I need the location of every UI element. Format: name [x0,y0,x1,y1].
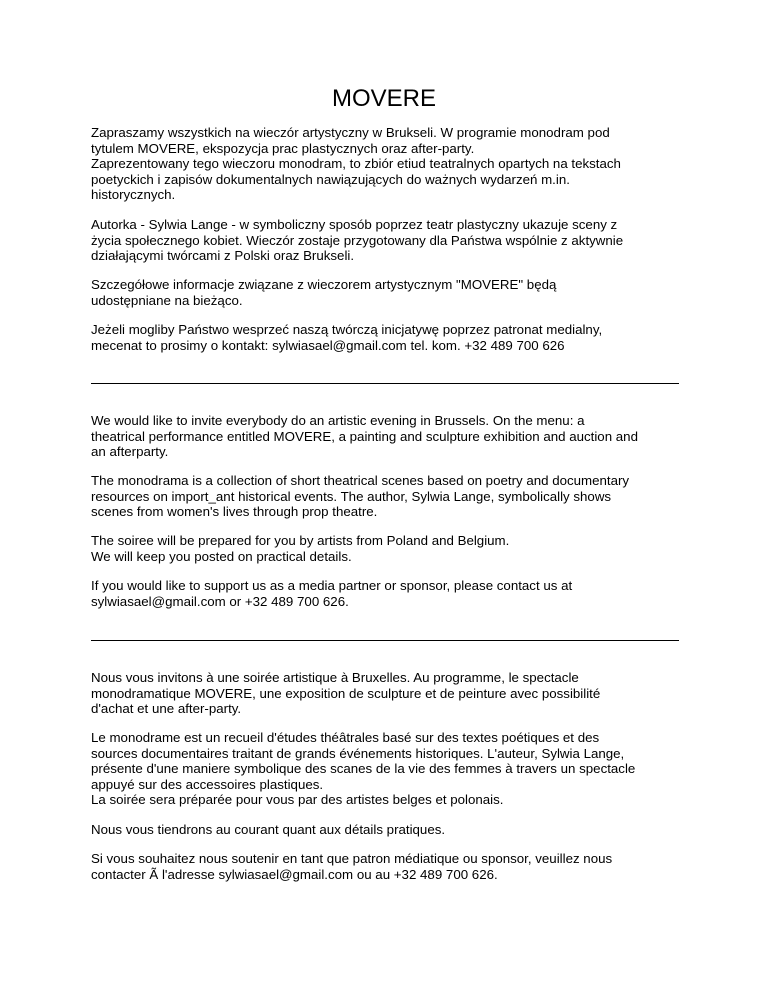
text-line: życia społecznego kobiet. Wieczór zostaje przygotowany dla Państwa wspólnie z aktywnie [91,232,624,248]
text-line: Autorka - Sylwia Lange - w symboliczny sposób poprzez teatr plastyczny ukazuje sceny z [91,217,618,232]
text-line: mecenat to prosimy o kontakt: sylwiasael@gmail.com tel. kom. +32 489 700 626 [91,337,565,353]
text-line: udostępniane na bieżąco. [91,292,243,308]
section-divider [91,383,679,384]
text-line: sylwiasael@gmail.com or +32 489 700 626. [91,593,349,609]
text-line: poetyckich i zapisów dokumentalnych nawiązujących do ważnych wydarzeń m.in. [91,171,570,187]
text-line: tytulem MOVERE, ekspozycja prac plastycznych oraz after-party. [91,140,475,156]
english-paragraph-1 [91,413,691,460]
text-line: appuyé sur des accessoires plastiques. [91,776,324,792]
text-line: présente d'une maniere symbolique des scanes de la vie des femmes à travers un spectacle [91,761,636,777]
french-paragraph-2 [91,730,691,808]
document-title: MOVERE [331,85,436,112]
text-line: Nous vous tiendrons au courant quant aux détails pratiques. [91,822,446,837]
text-line: Zaprezentowany tego wieczoru monodram, to zbiór etiud teatralnych opartych na tekstach [91,156,621,172]
polish-paragraph-2 [91,217,691,264]
text-line: The monodrama is a collection of short theatrical scenes based on poetry and documentary [91,473,630,488]
text-line: scenes from women's lives through prop theatre. [91,504,378,520]
section-divider [91,640,679,641]
text-line: an afterparty. [91,444,169,460]
text-line: We would like to invite everybody do an artistic evening in Brussels. On the menu: a [91,413,585,428]
english-paragraph-2 [91,473,691,520]
text-line: działającymi twórcami z Polski oraz Brukseli. [91,248,355,264]
text-line: Si vous souhaitez nous soutenir en tant que patron médiatique ou sponsor, veuillez nous [91,851,613,866]
text-line: If you would like to support us as a media partner or sponsor, please contact us at [91,578,573,593]
english-paragraph-3 [91,533,691,564]
text-line: Jeżeli mogliby Państwo wesprzeć naszą twórczą inicjatywę poprzez patronat medialny, [91,322,603,337]
text-line: theatrical performance entitled MOVERE, a painting and sculpture exhibition and auction and [91,428,638,444]
text-line: resources on import_ant historical events. The author, Sylwia Lange, symbolically shows [91,488,612,504]
text-line: d'achat et une after-party. [91,701,242,717]
text-line: La soirée sera préparée pour vous par des artistes belges et polonais. [91,792,504,808]
text-line: Szczegółowe informacje związane z wieczorem artystycznym "MOVERE" będą [91,277,557,292]
text-line: The soiree will be prepared for you by artists from Poland and Belgium. [91,533,510,548]
french-paragraph-4 [91,851,691,882]
text-line: sources documentaires traitant de grands événements historiques. L'auteur, Sylwia Lange, [91,745,625,761]
english-paragraph-4 [91,578,691,609]
polish-paragraph-3 [91,277,691,308]
text-line: historycznych. [91,187,176,203]
text-line: monodramatique MOVERE, une exposition de sculpture et de peinture avec possibilité [91,685,601,701]
text-line: Zapraszamy wszystkich na wieczór artystyczny w Brukseli. W programie monodram pod [91,125,610,140]
text-line: Le monodrame est un recueil d'études théâtrales basé sur des textes poétiques et des [91,730,600,745]
french-paragraph-1 [91,670,691,717]
text-line: We will keep you posted on practical details. [91,548,352,564]
text-line: Nous vous invitons à une soirée artistique à Bruxelles. Au programme, le spectacle [91,670,579,685]
polish-paragraph-4 [91,322,691,353]
text-line: contacter Ã l'adresse sylwiasael@gmail.com ou au +32 489 700 626. [91,866,498,882]
polish-paragraph-1 [91,125,691,203]
french-paragraph-3 [91,822,691,838]
